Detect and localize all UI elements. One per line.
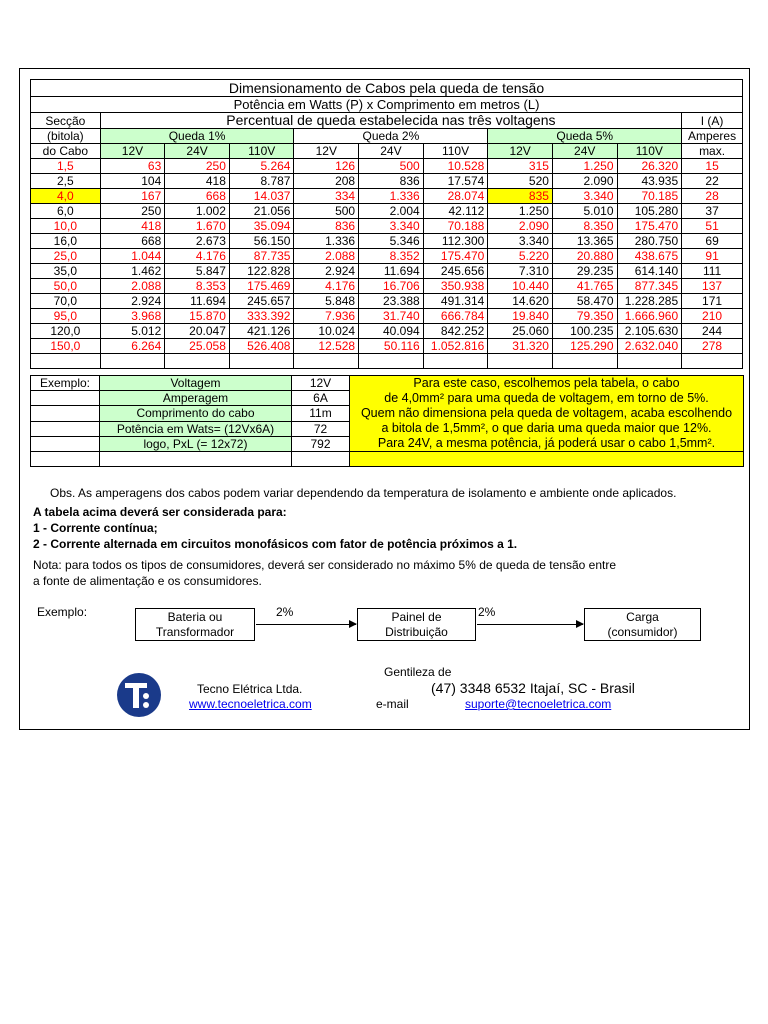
load-box-line: Carga <box>626 610 659 624</box>
value-cell: 35.094 <box>229 219 294 234</box>
section-cell: 4,0 <box>31 189 101 204</box>
value-cell: 333.392 <box>229 309 294 324</box>
blank-cell <box>31 421 100 436</box>
value-cell: 245.656 <box>423 264 488 279</box>
value-cell: 334 <box>294 189 359 204</box>
value-cell: 41.765 <box>552 279 617 294</box>
value-cell: 835 <box>488 189 553 204</box>
value-cell: 79.350 <box>552 309 617 324</box>
amp-cell: 210 <box>682 309 743 324</box>
section-cell: 16,0 <box>31 234 101 249</box>
value-cell: 20.047 <box>165 324 230 339</box>
group-header-1pct: Queda 1% <box>100 129 294 144</box>
value-cell: 14.037 <box>229 189 294 204</box>
value-cell: 122.828 <box>229 264 294 279</box>
table-row <box>31 294 743 309</box>
value-cell: 63 <box>100 159 165 174</box>
value-cell: 105.280 <box>617 204 682 219</box>
panel-box-line: Painel de <box>391 610 442 624</box>
value-cell: 4.176 <box>294 279 359 294</box>
example-item-name: Voltagem <box>100 376 292 391</box>
value-cell: 19.840 <box>488 309 553 324</box>
value-cell: 280.750 <box>617 234 682 249</box>
amp-cell: 171 <box>682 294 743 309</box>
value-cell: 87.735 <box>229 249 294 264</box>
value-cell: 12.528 <box>294 339 359 354</box>
table-row <box>31 279 743 294</box>
table-row <box>31 309 743 324</box>
amp-cell: 244 <box>682 324 743 339</box>
section-cell: 6,0 <box>31 204 101 219</box>
obs-note: Obs. As amperagens dos cabos podem variar dependendo da temperatura de isolamento e ambiente onde aplicados. <box>50 486 677 500</box>
value-cell: 5.010 <box>552 204 617 219</box>
value-cell: 15.870 <box>165 309 230 324</box>
value-cell: 2.673 <box>165 234 230 249</box>
value-cell: 31.740 <box>359 309 424 324</box>
arrow-label-1: 2% <box>276 605 294 619</box>
value-cell: 126 <box>294 159 359 174</box>
value-cell: 31.320 <box>488 339 553 354</box>
blank-cell <box>423 354 488 369</box>
value-cell: 23.388 <box>359 294 424 309</box>
cable-sizing-table <box>30 79 743 369</box>
voltage-header: 12V <box>100 144 165 159</box>
value-cell: 16.706 <box>359 279 424 294</box>
blank-cell <box>350 452 744 467</box>
tecno-eletrica-logo-icon <box>116 672 162 718</box>
blank-cell <box>682 354 743 369</box>
value-cell: 5.848 <box>294 294 359 309</box>
value-cell: 13.365 <box>552 234 617 249</box>
value-cell: 175.470 <box>423 249 488 264</box>
value-cell: 17.574 <box>423 174 488 189</box>
table-title: Dimensionamento de Cabos pela queda de tensão <box>31 80 743 97</box>
amp-cell: 137 <box>682 279 743 294</box>
example-note-line: Para 24V, a mesma potência, já poderá usar o cabo 1,5mm². <box>377 436 716 450</box>
value-cell: 1.228.285 <box>617 294 682 309</box>
value-cell: 491.314 <box>423 294 488 309</box>
distribution-panel-box <box>357 608 476 641</box>
amp-header-line2: Amperes <box>682 129 743 144</box>
value-cell: 668 <box>100 234 165 249</box>
section-header-line3: do Cabo <box>31 144 101 159</box>
blank-cell <box>100 452 292 467</box>
blank-cell <box>31 354 101 369</box>
example-note-line: Quem não dimensiona pela queda de voltagem, acaba escolhendo <box>360 406 733 420</box>
blank-cell <box>31 452 100 467</box>
source-box-line: Transformador <box>155 625 235 639</box>
value-cell: 1.250 <box>552 159 617 174</box>
blank-cell <box>31 391 100 406</box>
value-cell: 26.320 <box>617 159 682 174</box>
considered-heading: A tabela acima deverá ser considerada para: <box>33 505 287 519</box>
nota-line: a fonte de alimentação e os consumidores. <box>33 574 262 588</box>
arrow-right-icon <box>256 624 356 625</box>
amp-header-line1: I (A) <box>682 113 743 129</box>
value-cell: 350.938 <box>423 279 488 294</box>
value-cell: 28.074 <box>423 189 488 204</box>
example-note-line: de 4,0mm² para uma queda de voltagem, em torno de 5%. <box>384 391 709 405</box>
example-note <box>350 376 744 452</box>
arrow-right-icon <box>477 624 583 625</box>
value-cell: 418 <box>100 219 165 234</box>
section-cell: 10,0 <box>31 219 101 234</box>
value-cell: 25.058 <box>165 339 230 354</box>
table-row <box>31 264 743 279</box>
amp-cell: 111 <box>682 264 743 279</box>
percent-heading: Percentual de queda estabelecida nas três voltagens <box>100 113 681 129</box>
blank-cell <box>552 354 617 369</box>
value-cell: 175.469 <box>229 279 294 294</box>
section-cell: 2,5 <box>31 174 101 189</box>
value-cell: 668 <box>165 189 230 204</box>
nota-line: Nota: para todos os tipos de consumidores, deverá ser considerado no máximo 5% de queda de tensão entre <box>33 558 617 572</box>
value-cell: 58.470 <box>552 294 617 309</box>
group-header-2pct: Queda 2% <box>294 129 488 144</box>
section-cell: 1,5 <box>31 159 101 174</box>
table-row <box>31 219 743 234</box>
amp-cell: 28 <box>682 189 743 204</box>
example-item-value: 6A <box>292 391 350 406</box>
voltage-header: 110V <box>423 144 488 159</box>
value-cell: 70.188 <box>423 219 488 234</box>
amp-cell: 15 <box>682 159 743 174</box>
value-cell: 250 <box>165 159 230 174</box>
panel-box-line: Distribuição <box>385 625 448 639</box>
amp-cell: 91 <box>682 249 743 264</box>
value-cell: 7.310 <box>488 264 553 279</box>
amp-cell: 69 <box>682 234 743 249</box>
voltage-header: 110V <box>229 144 294 159</box>
table-subtitle: Potência em Watts (P) x Comprimento em metros (L) <box>31 97 743 113</box>
value-cell: 3.340 <box>488 234 553 249</box>
value-cell: 526.408 <box>229 339 294 354</box>
example-item-value: 792 <box>292 436 350 451</box>
value-cell: 500 <box>294 204 359 219</box>
value-cell: 25.060 <box>488 324 553 339</box>
load-box-line: (consumidor) <box>607 625 678 639</box>
example-label: Exemplo: <box>31 376 100 391</box>
group-header-5pct: Queda 5% <box>488 129 682 144</box>
value-cell: 5.220 <box>488 249 553 264</box>
value-cell: 8.353 <box>165 279 230 294</box>
table-row <box>31 204 743 219</box>
example-item-value: 11m <box>292 406 350 421</box>
voltage-header: 24V <box>552 144 617 159</box>
blank-cell <box>31 436 100 451</box>
value-cell: 6.264 <box>100 339 165 354</box>
value-cell: 3.340 <box>552 189 617 204</box>
blank-cell <box>294 354 359 369</box>
value-cell: 666.784 <box>423 309 488 324</box>
value-cell: 112.300 <box>423 234 488 249</box>
value-cell: 43.935 <box>617 174 682 189</box>
value-cell: 1.052.816 <box>423 339 488 354</box>
website-link[interactable]: www.tecnoeletrica.com <box>189 697 312 711</box>
amp-cell: 37 <box>682 204 743 219</box>
section-cell: 50,0 <box>31 279 101 294</box>
value-cell: 100.235 <box>552 324 617 339</box>
value-cell: 7.936 <box>294 309 359 324</box>
value-cell: 20.880 <box>552 249 617 264</box>
table-row <box>31 249 743 264</box>
company-name: Tecno Elétrica Ltda. <box>197 682 303 696</box>
value-cell: 1.336 <box>294 234 359 249</box>
value-cell: 2.632.040 <box>617 339 682 354</box>
voltage-header: 110V <box>617 144 682 159</box>
blank-cell <box>165 354 230 369</box>
value-cell: 125.290 <box>552 339 617 354</box>
value-cell: 8.352 <box>359 249 424 264</box>
value-cell: 842.252 <box>423 324 488 339</box>
value-cell: 836 <box>359 174 424 189</box>
voltage-header: 24V <box>359 144 424 159</box>
blank-cell <box>359 354 424 369</box>
value-cell: 40.094 <box>359 324 424 339</box>
value-cell: 2.105.630 <box>617 324 682 339</box>
value-cell: 8.350 <box>552 219 617 234</box>
value-cell: 1.044 <box>100 249 165 264</box>
value-cell: 1.670 <box>165 219 230 234</box>
blank-cell <box>229 354 294 369</box>
value-cell: 50.116 <box>359 339 424 354</box>
document-sheet <box>19 68 750 730</box>
blank-cell <box>100 354 165 369</box>
table-row <box>31 159 743 174</box>
value-cell: 4.176 <box>165 249 230 264</box>
example-item-name: logo, PxL (= 12x72) <box>100 436 292 451</box>
value-cell: 877.345 <box>617 279 682 294</box>
value-cell: 418 <box>165 174 230 189</box>
value-cell: 614.140 <box>617 264 682 279</box>
example-note-line: Para este caso, escolhemos pela tabela, o cabo <box>413 376 680 390</box>
example-item-name: Amperagem <box>100 391 292 406</box>
section-cell: 95,0 <box>31 309 101 324</box>
value-cell: 2.924 <box>100 294 165 309</box>
section-cell: 25,0 <box>31 249 101 264</box>
value-cell: 3.968 <box>100 309 165 324</box>
value-cell: 56.150 <box>229 234 294 249</box>
section-header-line2: (bitola) <box>31 129 101 144</box>
value-cell: 10.528 <box>423 159 488 174</box>
example-item-value: 12V <box>292 376 350 391</box>
voltage-header: 24V <box>165 144 230 159</box>
value-cell: 29.235 <box>552 264 617 279</box>
source-box-line: Bateria ou <box>167 610 223 624</box>
value-cell: 1.002 <box>165 204 230 219</box>
value-cell: 1.462 <box>100 264 165 279</box>
courtesy-text: Gentileza de <box>384 665 452 679</box>
value-cell: 11.694 <box>165 294 230 309</box>
value-cell: 175.470 <box>617 219 682 234</box>
value-cell: 2.090 <box>488 219 553 234</box>
value-cell: 315 <box>488 159 553 174</box>
value-cell: 1.336 <box>359 189 424 204</box>
section-header-line1: Secção <box>31 113 101 129</box>
value-cell: 1.666.960 <box>617 309 682 324</box>
value-cell: 5.264 <box>229 159 294 174</box>
section-cell: 150,0 <box>31 339 101 354</box>
value-cell: 10.440 <box>488 279 553 294</box>
value-cell: 421.126 <box>229 324 294 339</box>
table-row <box>31 324 743 339</box>
value-cell: 2.004 <box>359 204 424 219</box>
value-cell: 208 <box>294 174 359 189</box>
value-cell: 2.088 <box>100 279 165 294</box>
example-item-name: Comprimento do cabo <box>100 406 292 421</box>
blank-cell <box>488 354 553 369</box>
voltage-header: 12V <box>294 144 359 159</box>
value-cell: 438.675 <box>617 249 682 264</box>
amp-cell: 51 <box>682 219 743 234</box>
table-row <box>31 234 743 249</box>
value-cell: 167 <box>100 189 165 204</box>
value-cell: 70.185 <box>617 189 682 204</box>
amp-cell: 278 <box>682 339 743 354</box>
example-table <box>30 375 744 467</box>
value-cell: 2.088 <box>294 249 359 264</box>
value-cell: 245.657 <box>229 294 294 309</box>
section-cell: 70,0 <box>31 294 101 309</box>
blank-cell <box>292 452 350 467</box>
example-item-value: 72 <box>292 421 350 436</box>
value-cell: 5.012 <box>100 324 165 339</box>
value-cell: 1.250 <box>488 204 553 219</box>
email-link[interactable]: suporte@tecnoeletrica.com <box>465 697 612 711</box>
section-cell: 35,0 <box>31 264 101 279</box>
value-cell: 10.024 <box>294 324 359 339</box>
value-cell: 21.056 <box>229 204 294 219</box>
value-cell: 250 <box>100 204 165 219</box>
diagram-label: Exemplo: <box>37 605 88 619</box>
phone-address: (47) 3348 6532 Itajaí, SC - Brasil <box>431 680 635 696</box>
table-row <box>31 174 743 189</box>
email-label: e-mail <box>376 697 409 711</box>
value-cell: 3.340 <box>359 219 424 234</box>
load-box <box>584 608 701 641</box>
section-cell: 120,0 <box>31 324 101 339</box>
value-cell: 42.112 <box>423 204 488 219</box>
value-cell: 14.620 <box>488 294 553 309</box>
voltage-header: 12V <box>488 144 553 159</box>
value-cell: 5.346 <box>359 234 424 249</box>
considered-item-2: 2 - Corrente alternada em circuitos monofásicos com fator de potência próximos a 1. <box>33 537 518 551</box>
value-cell: 5.847 <box>165 264 230 279</box>
source-box <box>135 608 255 641</box>
value-cell: 2.924 <box>294 264 359 279</box>
blank-cell <box>617 354 682 369</box>
amp-cell: 22 <box>682 174 743 189</box>
value-cell: 520 <box>488 174 553 189</box>
value-cell: 104 <box>100 174 165 189</box>
table-row <box>31 339 743 354</box>
value-cell: 500 <box>359 159 424 174</box>
example-item-name: Potência em Wats= (12Vx6A) <box>100 421 292 436</box>
value-cell: 836 <box>294 219 359 234</box>
amp-header-line3: max. <box>682 144 743 159</box>
value-cell: 2.090 <box>552 174 617 189</box>
considered-item-1: 1 - Corrente contínua; <box>33 521 158 535</box>
value-cell: 8.787 <box>229 174 294 189</box>
arrow-label-2: 2% <box>478 605 496 619</box>
example-note-line: a bitola de 1,5mm², o que daria uma queda maior que 12%. <box>381 421 712 435</box>
value-cell: 11.694 <box>359 264 424 279</box>
blank-cell <box>31 406 100 421</box>
table-row <box>31 189 743 204</box>
